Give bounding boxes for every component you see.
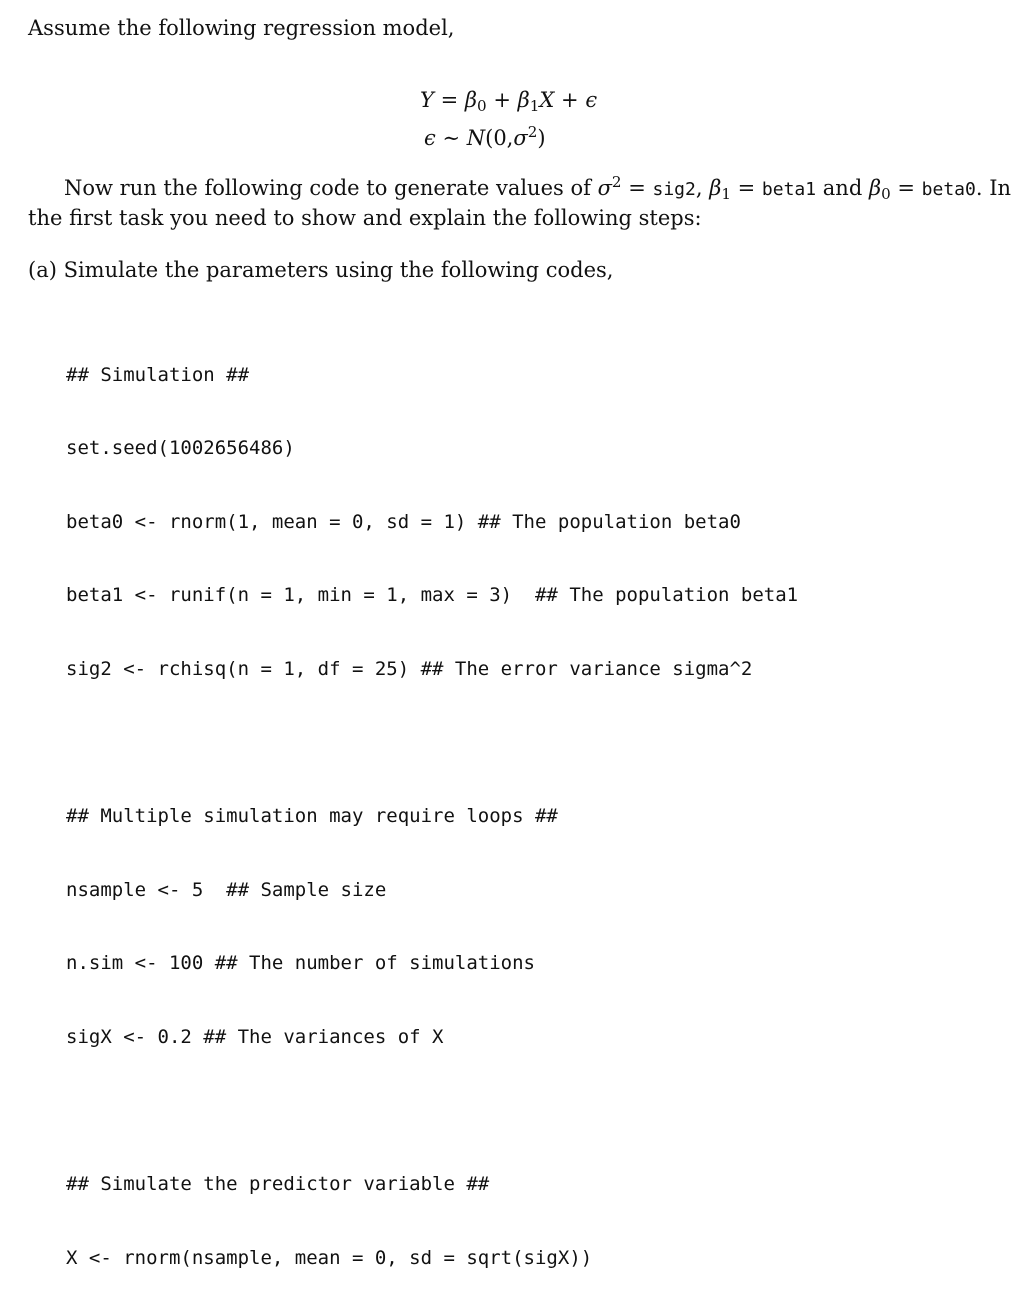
eq2-close: ) [537, 126, 546, 150]
eq1-equals: = [440, 88, 459, 112]
eq1-beta1-symbol: β [517, 88, 530, 112]
instruction-line-1-text: Now run the following code to generate values of [64, 176, 598, 200]
code-line: sigX <- 0.2 ## The variances of X [66, 1025, 444, 1048]
code-line: ## Simulation ## [66, 363, 250, 386]
instruction-line-1 [64, 173, 1012, 204]
instruction-code-sig2: sig2 [652, 179, 696, 200]
eq1-plus-1: + [493, 88, 511, 112]
eq1-beta0 [464, 88, 487, 116]
code-line: beta0 <- rnorm(1, mean = 0, sd = 1) ## The population beta0 [66, 510, 741, 533]
code-line: set.seed(1002656486) [66, 437, 295, 460]
task-a-heading: (a) Simulate the parameters using the following codes, [28, 258, 614, 282]
code-line: beta1 <- runif(n = 1, min = 1, max = 3) ## The population beta1 [66, 584, 799, 607]
code-gap [66, 729, 798, 757]
eq1-beta1-subscript: 1 [529, 97, 540, 116]
code-line: ## Simulate the predictor variable ## [66, 1173, 490, 1196]
instruction-beta1-subscript: 1 [721, 185, 731, 204]
instruction-beta1: β [709, 176, 722, 200]
instruction-and: and [816, 176, 869, 200]
instruction-eq-beta1: = [730, 176, 762, 200]
code-line: ## Multiple simulation may require loops ## [66, 805, 558, 828]
code-line: sig2 <- rchisq(n = 1, df = 25) ## The error variance sigma^2 [66, 657, 753, 680]
eq1-beta0-symbol: β [464, 88, 477, 112]
eq1-beta0-subscript: 0 [477, 97, 487, 116]
code-line: X <- rnorm(nsample, mean = 0, sd = sqrt(sigX)) [66, 1246, 593, 1269]
instruction-eq-sig2: = [621, 176, 653, 200]
instruction-sigma: σ [597, 176, 612, 200]
intro-text: Assume the following regression model, [28, 16, 455, 40]
code-line: n.sim <- 100 ## The number of simulations [66, 952, 535, 975]
eq1-epsilon: ϵ [585, 88, 598, 112]
instruction-line-2: the first task you need to show and explain the following steps: [28, 206, 702, 230]
eq2-sigma: σ [513, 126, 528, 150]
code-line: nsample <- 5 ## Sample size [66, 878, 387, 901]
instruction-tail: . In [975, 176, 1012, 200]
eq2-epsilon: ϵ [424, 126, 436, 150]
instruction-comma: , [695, 176, 710, 200]
error-distribution-equation [424, 123, 546, 151]
regression-equation [420, 88, 598, 116]
eq2-open: (0, [485, 126, 514, 150]
instruction-sigma-superscript: 2 [611, 173, 622, 192]
instruction-code-beta0: beta0 [921, 179, 976, 200]
instruction-code-beta1: beta1 [761, 179, 817, 200]
eq2-sim: ∼ [442, 126, 461, 150]
eq2-normal: N [466, 126, 486, 150]
instruction-beta0-subscript: 0 [881, 185, 891, 204]
eq1-y: Y [420, 88, 434, 112]
eq1-x: X [539, 88, 555, 112]
eq1-beta1 [517, 88, 540, 116]
code-gap [66, 1097, 798, 1125]
eq2-sigma-superscript: 2 [527, 123, 538, 142]
instruction-beta0: β [868, 176, 882, 200]
code-block [66, 315, 798, 1295]
instruction-eq-beta0: = [890, 176, 922, 200]
eq1-plus-2: + [561, 88, 579, 112]
